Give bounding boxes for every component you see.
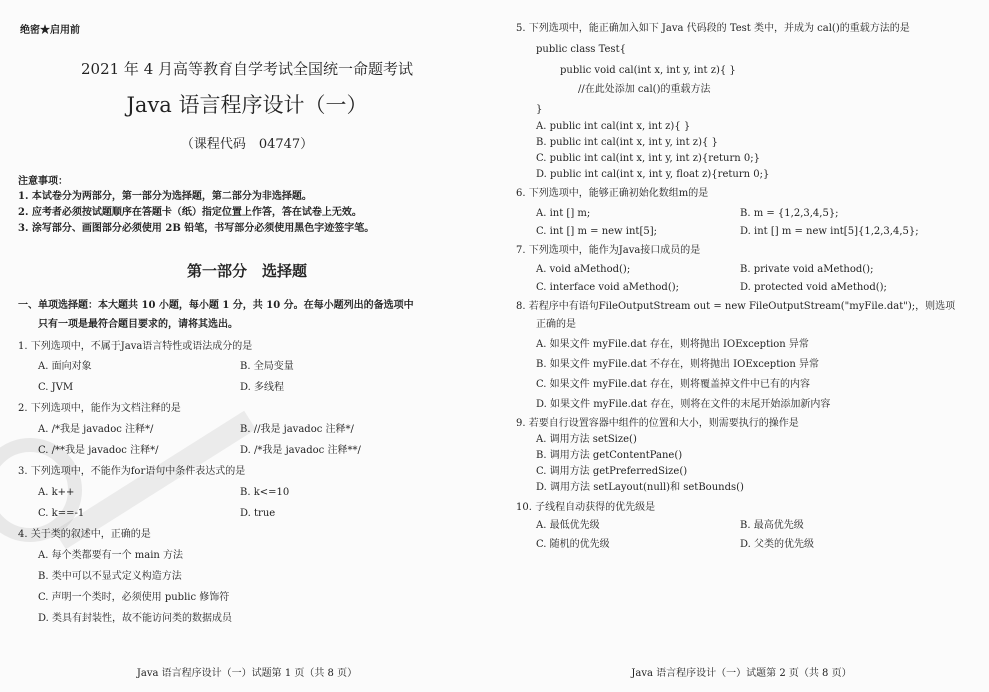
option: D. 父类的优先级 <box>740 539 815 550</box>
option: C. 随机的优先级 <box>536 539 610 550</box>
course-code: （课程代码 04747） <box>180 137 314 152</box>
course-title: Java 语言程序设计（一） <box>126 93 368 117</box>
option: C. int [] m = new int[5]; <box>536 226 657 237</box>
option: C. /**我是 javadoc 注释*/ <box>38 445 159 456</box>
option: A. void aMethod(); <box>536 264 631 275</box>
question-8-cont: 正确的是 <box>536 319 576 330</box>
option: B. k<=10 <box>240 487 290 498</box>
question-8: 8. 若程序中有语句FileOutputStream out = new FileOutputStream("myFile.dat");，则选项 <box>516 301 956 312</box>
question-1: 1. 下列选项中，不属于Java语言特性或语法成分的是 <box>18 341 253 352</box>
option: A. 每个类都要有一个 main 方法 <box>38 550 184 561</box>
option: A. /*我是 javadoc 注释*/ <box>38 424 154 435</box>
code-line: //在此处添加 cal()的重载方法 <box>578 84 711 95</box>
option: A. 如果文件 myFile.dat 存在，则将抛出 IOException 异常 <box>536 339 809 350</box>
option: B. 调用方法 getContentPane() <box>536 450 683 461</box>
option: B. m = {1,2,3,4,5}; <box>740 208 839 219</box>
part-title: 第一部分 选择题 <box>186 262 307 280</box>
option: B. public int cal(int x, int y, int z){ } <box>536 137 718 148</box>
option: A. int [] m; <box>536 208 591 219</box>
option: D. /*我是 javadoc 注释**/ <box>240 445 361 456</box>
question-2: 2. 下列选项中，能作为文档注释的是 <box>18 403 181 414</box>
option: C. public int cal(int x, int y, int z){return 0;} <box>536 153 760 164</box>
code-line: public class Test{ <box>536 44 626 55</box>
option: D. 如果文件 myFile.dat 存在，则将在文件的末尾开始添加新内容 <box>536 399 831 410</box>
option: C. k==-1 <box>38 508 85 519</box>
option: B. private void aMethod(); <box>740 264 874 275</box>
option: C. interface void aMethod(); <box>536 282 679 293</box>
question-4: 4. 关于类的叙述中，正确的是 <box>18 529 151 540</box>
notice-item: 1. 本试卷分为两部分，第一部分为选择题，第二部分为非选择题。 <box>18 191 312 202</box>
option: C. 声明一个类时，必须使用 public 修饰符 <box>38 592 230 603</box>
right-page <box>494 0 989 692</box>
option: A. 最低优先级 <box>536 520 600 531</box>
exam-title: 2021 年 4 月高等教育自学考试全国统一命题考试 <box>80 60 414 78</box>
option: D. 调用方法 setLayout(null)和 setBounds() <box>536 482 744 493</box>
option: A. 面向对象 <box>38 361 92 372</box>
option: B. 全局变量 <box>240 361 294 372</box>
option: D. protected void aMethod(); <box>740 282 887 293</box>
left-page <box>0 0 494 692</box>
option: A. public int cal(int x, int z){ } <box>536 121 691 132</box>
notice-item: 2. 应考者必须按试题顺序在答题卡（纸）指定位置上作答，答在试卷上无效。 <box>18 207 362 218</box>
option: C. 调用方法 getPreferredSize() <box>536 466 688 477</box>
page-footer: Java 语言程序设计（一）试题第 1 页（共 8 页） <box>136 668 358 679</box>
option: A. 调用方法 setSize() <box>536 434 637 445</box>
option: D. int [] m = new int[5]{1,2,3,4,5}; <box>740 226 919 237</box>
option: D. 多线程 <box>240 382 285 393</box>
option: D. 类具有封装性，故不能访问类的数据成员 <box>38 613 233 624</box>
notice-item: 3. 涂写部分、画图部分必须使用 2B 铅笔，书写部分必须使用黑色字迹签字笔。 <box>18 223 375 234</box>
option: B. 类中可以不显式定义构造方法 <box>38 571 182 582</box>
option: C. JVM <box>38 382 74 393</box>
option: D. public int cal(int x, int y, float z){return 0;} <box>536 169 770 180</box>
page-footer: Java 语言程序设计（一）试题第 2 页（共 8 页） <box>631 668 852 679</box>
section-instructions: 一、单项选择题：本大题共 10 小题，每小题 1 分，共 10 分。在每小题列出的备选项中 <box>18 300 414 311</box>
option: C. 如果文件 myFile.dat 存在，则将覆盖掉文件中已有的内容 <box>536 379 810 390</box>
confidential-mark: 绝密★启用前 <box>20 25 80 36</box>
notice-title: 注意事项： <box>18 176 68 187</box>
question-10: 10. 子线程自动获得的优先级是 <box>516 502 656 513</box>
code-line: public void cal(int x, int y, int z){ } <box>560 65 736 76</box>
question-3: 3. 下列选项中，不能作为for语句中条件表达式的是 <box>18 466 246 477</box>
option: A. k++ <box>38 487 75 498</box>
option: D. true <box>240 508 276 519</box>
question-6: 6. 下列选项中，能够正确初始化数组m的是 <box>516 188 709 199</box>
question-9: 9. 若要自行设置容器中组件的位置和大小，则需要执行的操作是 <box>516 418 799 429</box>
option: B. //我是 javadoc 注释*/ <box>240 424 354 435</box>
option: B. 如果文件 myFile.dat 不存在，则将抛出 IOException 异常 <box>536 359 820 370</box>
code-line: } <box>536 104 543 115</box>
section-instructions: 只有一项是最符合题目要求的，请将其选出。 <box>38 319 238 330</box>
option: B. 最高优先级 <box>740 520 804 531</box>
question-7: 7. 下列选项中，能作为Java接口成员的是 <box>516 245 701 256</box>
question-5: 5. 下列选项中，能正确加入如下 Java 代码段的 Test 类中，并成为 cal()的重载方法的是 <box>516 23 910 34</box>
